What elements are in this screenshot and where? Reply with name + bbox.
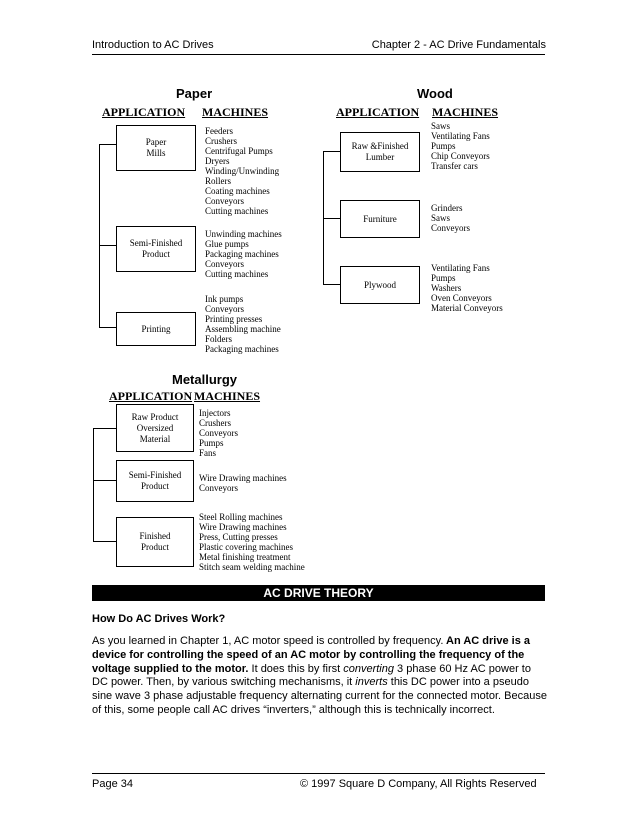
metallurgy-machines-list: Steel Rolling machines Wire Drawing machines Press, Cutting presses Plastic covering machines Metal finishing treatment Stitch seam welding machine <box>199 512 305 572</box>
wood-app-box: Furniture <box>340 200 420 238</box>
wood-machines-list: Saws Ventilating Fans Pumps Chip Conveyors Transfer cars <box>431 121 490 171</box>
metallurgy-app-box: Finished Product <box>116 517 194 567</box>
paper-app-box: Semi-Finished Product <box>116 226 196 272</box>
paper-tree-branch <box>99 327 116 328</box>
metallurgy-title: Metallurgy <box>172 372 238 387</box>
wood-machines-list: Ventilating Fans Pumps Washers Oven Conveyors Material Conveyors <box>431 263 503 313</box>
wood-tree-branch <box>323 218 340 219</box>
metallurgy-application-head: APPLICATION <box>109 389 193 403</box>
metallurgy-app-box: Semi-Finished Product <box>116 460 194 502</box>
paper-application-head: APPLICATION <box>102 105 186 119</box>
section-subheading: How Do AC Drives Work? <box>92 613 226 625</box>
header-rule <box>92 54 545 55</box>
metallurgy-app-box: Raw Product Oversized Material <box>116 404 194 452</box>
paper-app-box: Printing <box>116 312 196 346</box>
footer-rule <box>92 773 545 774</box>
section-banner: AC DRIVE THEORY <box>92 585 545 601</box>
wood-title: Wood <box>417 86 453 101</box>
header-right: Chapter 2 - AC Drive Fundamentals <box>371 39 546 51</box>
paper-tree-branch <box>99 144 116 145</box>
paper-machines-list: Unwinding machines Glue pumps Packaging machines Conveyors Cutting machines <box>205 229 282 279</box>
metallurgy-machines-list: Injectors Crushers Conveyors Pumps Fans <box>199 408 238 458</box>
paper-machines-head: MACHINES <box>202 105 269 119</box>
metallurgy-tree-branch <box>93 541 116 542</box>
wood-tree-branch <box>323 284 340 285</box>
wood-machines-head: MACHINES <box>432 105 499 119</box>
header-left: Introduction to AC Drives <box>92 39 214 51</box>
wood-app-box: Plywood <box>340 266 420 304</box>
footer-copyright: © 1997 Square D Company, All Rights Reserved <box>300 778 537 790</box>
paper-app-box: Paper Mills <box>116 125 196 171</box>
wood-tree-branch <box>323 151 340 152</box>
metallurgy-tree-branch <box>93 480 116 481</box>
paper-tree-branch <box>99 245 116 246</box>
paper-tree-vline <box>99 144 100 327</box>
metallurgy-tree-branch <box>93 428 116 429</box>
paper-title: Paper <box>176 86 213 101</box>
metallurgy-machines-list: Wire Drawing machines Conveyors <box>199 473 287 493</box>
paper-machines-list: Feeders Crushers Centrifugal Pumps Dryers Winding/Unwinding Rollers Coating machines Conveyors Cutting machines <box>205 126 280 216</box>
metallurgy-tree-vline <box>93 428 94 541</box>
wood-app-box: Raw &Finished Lumber <box>340 132 420 172</box>
wood-application-head: APPLICATION <box>336 105 420 119</box>
footer-page-number: Page 34 <box>92 778 133 790</box>
body-paragraph: As you learned in Chapter 1, AC motor speed is controlled by frequency. An AC drive is a device for controlling the speed of an AC motor by controlling the frequency of the voltage supplied to the motor. It does this by first converting 3 phase 60 Hz AC power to DC power. Then, by various switching mechanisms, it inverts this DC power into a pseudo sine wave 3 phase adjustable frequency alternating current for the connected motor. Because of this, some people call AC drives “inverters,” although this is technically incorrect. <box>92 635 547 716</box>
paper-machines-list: Ink pumps Conveyors Printing presses Assembling machine Folders Packaging machines <box>205 294 281 354</box>
metallurgy-machines-head: MACHINES <box>194 389 261 403</box>
wood-machines-list: Grinders Saws Conveyors <box>431 203 470 233</box>
